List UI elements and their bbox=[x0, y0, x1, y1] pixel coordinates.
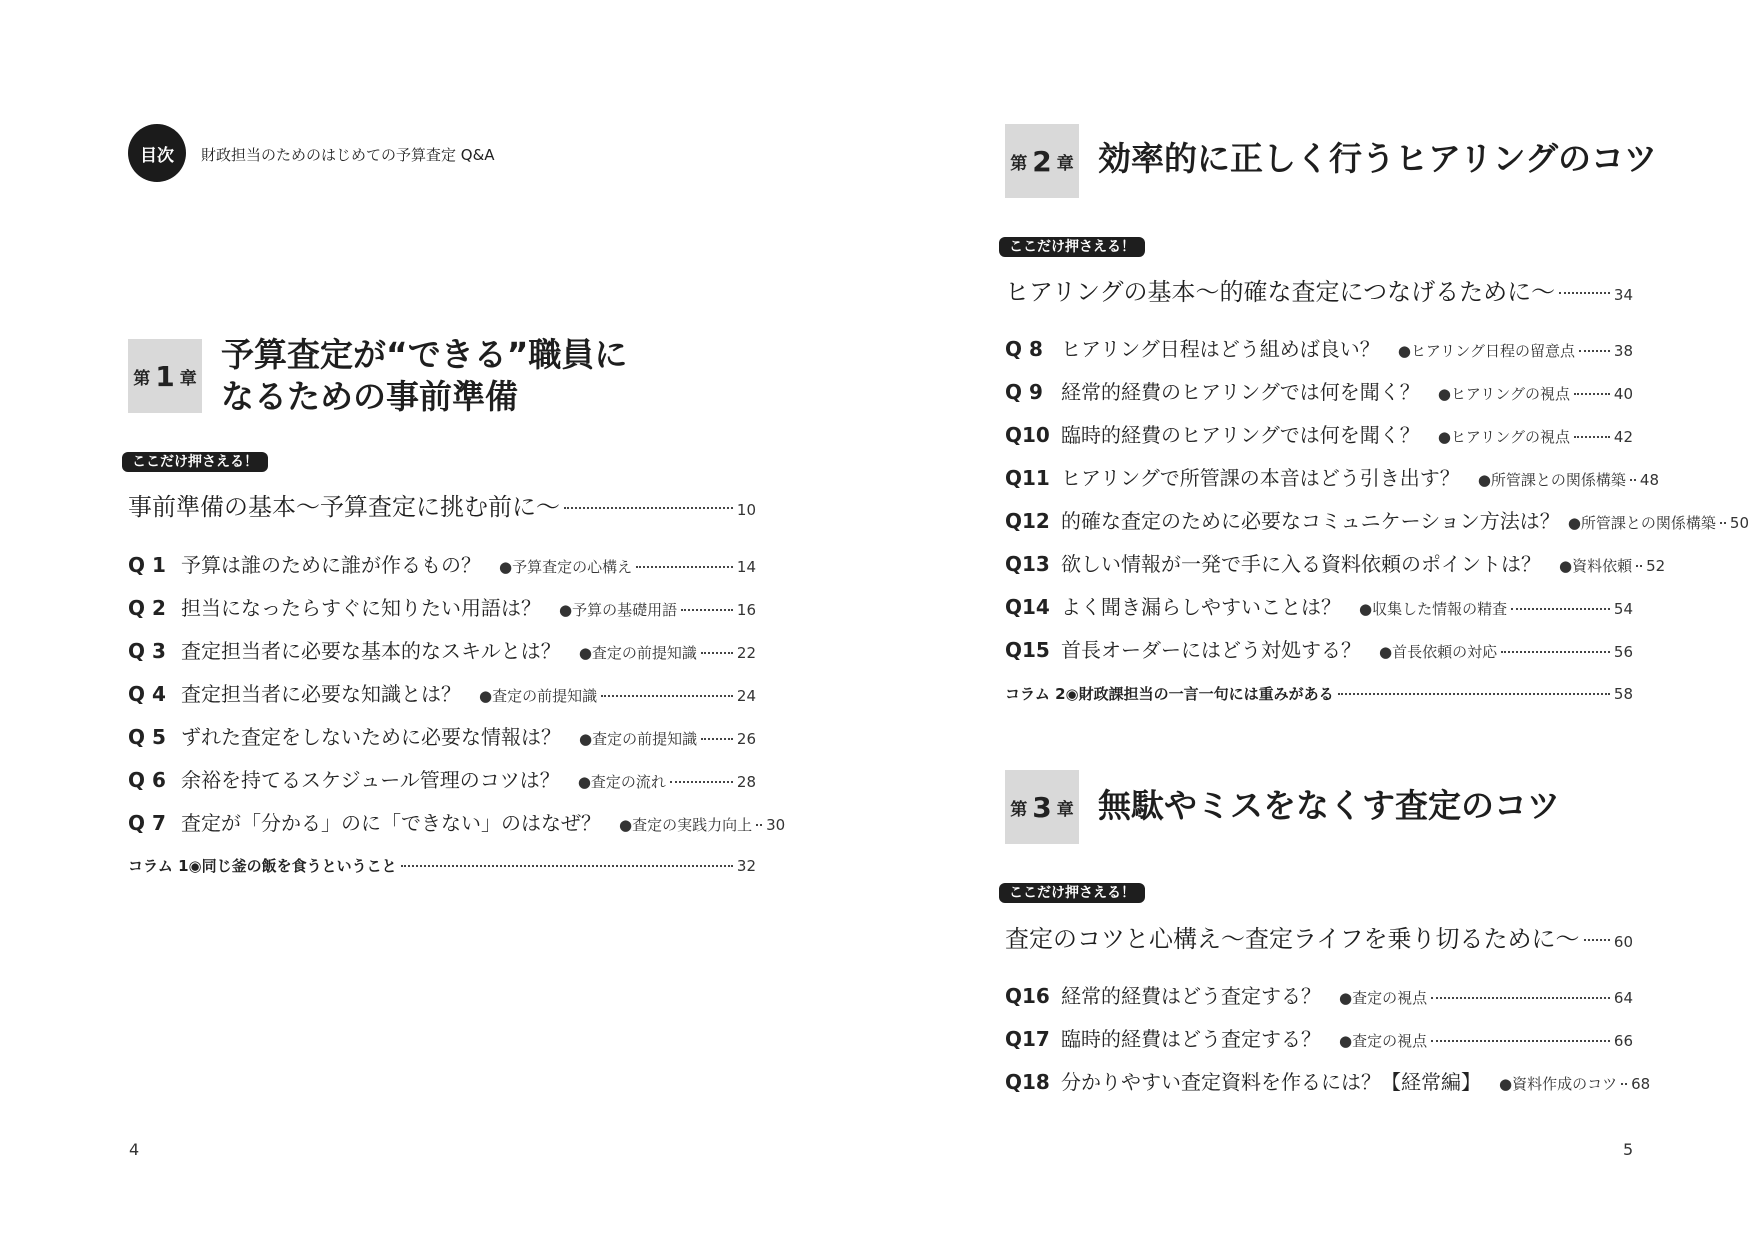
question-topic: ●資料依頼 bbox=[1559, 557, 1633, 575]
toc-question-entry[interactable] bbox=[128, 549, 756, 579]
toc-question-entry[interactable] bbox=[128, 764, 756, 794]
question-topic: ●査定の視点 bbox=[1339, 989, 1428, 1007]
question-topic: ●ヒアリング日程の留意点 bbox=[1397, 342, 1576, 360]
page-number: 56 bbox=[1613, 643, 1633, 661]
page-number: 28 bbox=[736, 773, 756, 791]
page-number: 38 bbox=[1613, 342, 1633, 360]
question-topic: ●ヒアリングの視点 bbox=[1437, 385, 1571, 403]
toc-question-entry[interactable] bbox=[1005, 980, 1633, 1010]
question-number: Q 6 bbox=[128, 768, 166, 792]
question-title: 査定担当者に必要な基本的なスキルとは？ bbox=[181, 639, 561, 663]
page-number: 14 bbox=[736, 558, 756, 576]
chapter-1-title bbox=[221, 334, 627, 418]
question-number: Q 3 bbox=[128, 639, 166, 663]
dot-leader bbox=[1431, 997, 1610, 999]
column-title: コラム 2◉財政課担当の一言一句には重みがある bbox=[1005, 685, 1334, 703]
page-number: 40 bbox=[1613, 385, 1633, 403]
left-page bbox=[0, 0, 877, 1240]
dot-leader bbox=[1501, 651, 1610, 653]
question-number: Q 4 bbox=[128, 682, 166, 706]
question-number: Q 1 bbox=[128, 553, 166, 577]
question-title: 査定が「分かる」のに「できない」のはなぜ？ bbox=[181, 811, 601, 835]
dot-leader bbox=[756, 824, 762, 826]
question-title: 欲しい情報が一発で手に入る資料依頼のポイントは？ bbox=[1061, 552, 1541, 576]
dot-leader bbox=[601, 695, 733, 697]
chapter-prefix: 第 bbox=[133, 368, 151, 389]
question-topic: ●査定の前提知識 bbox=[578, 644, 697, 662]
page-number: 54 bbox=[1613, 600, 1633, 618]
question-title: 余裕を持てるスケジュール管理のコツは？ bbox=[181, 768, 560, 792]
page-number: 66 bbox=[1613, 1032, 1633, 1050]
question-topic: ●所管課との関係構築 bbox=[1567, 514, 1716, 532]
dot-leader bbox=[1636, 565, 1642, 567]
dot-leader bbox=[1630, 479, 1636, 481]
page-number: 50 bbox=[1729, 514, 1749, 532]
dot-leader bbox=[401, 865, 733, 867]
question-title: よく聞き漏らしやすいことは？ bbox=[1061, 595, 1341, 619]
question-number: Q 5 bbox=[128, 725, 166, 749]
toc-column-entry[interactable] bbox=[128, 855, 756, 876]
right-page bbox=[877, 0, 1755, 1240]
chapter-number: 3 bbox=[1032, 790, 1052, 824]
toc-question-entry[interactable] bbox=[128, 635, 756, 665]
dot-leader bbox=[1574, 393, 1610, 395]
page-number: 42 bbox=[1613, 428, 1633, 446]
question-title: 臨時的経費のヒアリングでは何を聞く？ bbox=[1061, 423, 1420, 447]
dot-leader bbox=[1338, 693, 1610, 695]
question-topic: ●首長依頼の対応 bbox=[1379, 643, 1498, 661]
question-number: Q13 bbox=[1005, 552, 1050, 576]
chapter-suffix: 章 bbox=[1056, 799, 1074, 820]
question-title: 臨時的経費はどう査定する？ bbox=[1061, 1027, 1321, 1051]
point-label: ここだけ押さえる！ bbox=[122, 452, 268, 472]
toc-question-entry[interactable] bbox=[128, 807, 786, 837]
dot-leader bbox=[670, 781, 733, 783]
dot-leader bbox=[1621, 1083, 1627, 1085]
toc-column-entry[interactable] bbox=[1005, 683, 1633, 704]
toc-question-entry[interactable] bbox=[1005, 591, 1633, 621]
question-number: Q 7 bbox=[128, 811, 166, 835]
question-title: 首長オーダーにはどう対処する？ bbox=[1061, 638, 1361, 662]
dot-leader bbox=[1431, 1040, 1610, 1042]
toc-badge: 目次 bbox=[128, 124, 186, 182]
chapter-1-label bbox=[128, 339, 202, 413]
page-number: 48 bbox=[1639, 471, 1659, 489]
page-number: 24 bbox=[736, 687, 756, 705]
toc-question-entry[interactable] bbox=[128, 592, 756, 622]
point-label: ここだけ押さえる！ bbox=[999, 237, 1145, 257]
question-title: 的確な査定のために必要なコミュニケーション方法は？ bbox=[1061, 509, 1560, 533]
toc-question-entry[interactable] bbox=[1005, 1066, 1651, 1096]
dot-leader bbox=[1720, 522, 1726, 524]
page-number: 52 bbox=[1646, 557, 1666, 575]
question-title: ヒアリングで所管課の本音はどう引き出す？ bbox=[1061, 466, 1460, 490]
toc-question-entry[interactable] bbox=[1005, 376, 1633, 406]
toc-question-entry[interactable] bbox=[1005, 462, 1659, 492]
question-title: 予算は誰のために誰が作るもの？ bbox=[181, 553, 481, 577]
question-topic: ●査定の実践力向上 bbox=[619, 816, 753, 834]
section-title: 査定のコツと心構え～査定ライフを乗り切るために～ bbox=[1005, 925, 1580, 953]
dot-leader bbox=[1574, 436, 1610, 438]
page-number: 10 bbox=[736, 501, 756, 519]
question-topic: ●資料作成のコツ bbox=[1499, 1075, 1618, 1093]
point-label: ここだけ押さえる！ bbox=[999, 883, 1145, 903]
chapter-number: 2 bbox=[1032, 144, 1052, 178]
toc-question-entry[interactable] bbox=[1005, 1023, 1633, 1053]
toc-question-entry[interactable] bbox=[1005, 419, 1633, 449]
toc-question-entry[interactable] bbox=[1005, 634, 1633, 664]
chapter-prefix: 第 bbox=[1010, 153, 1028, 174]
question-number: Q 2 bbox=[128, 596, 166, 620]
question-title: 分かりやすい査定資料を作るには？【経常編】 bbox=[1061, 1070, 1481, 1094]
dot-leader bbox=[701, 738, 733, 740]
chapter-2-label bbox=[1005, 124, 1079, 198]
toc-question-entry[interactable] bbox=[1005, 548, 1666, 578]
toc-section-entry[interactable] bbox=[128, 487, 756, 522]
question-number: Q 8 bbox=[1005, 337, 1043, 361]
chapter-3-title: 無駄やミスをなくす査定のコツ bbox=[1098, 786, 1560, 825]
dot-leader bbox=[701, 652, 733, 654]
question-number: Q11 bbox=[1005, 466, 1050, 490]
toc-question-entry[interactable] bbox=[1005, 505, 1749, 535]
page-number: 64 bbox=[1613, 989, 1633, 1007]
page-number: 68 bbox=[1631, 1075, 1651, 1093]
question-title: 査定担当者に必要な知識とは？ bbox=[181, 682, 461, 706]
book-title: 財政担当のためのはじめての予算査定 Q&A bbox=[201, 146, 495, 164]
question-topic: ●予算の基礎用語 bbox=[559, 601, 678, 619]
question-title: ヒアリング日程はどう組めば良い？ bbox=[1061, 337, 1380, 361]
toc-question-entry[interactable] bbox=[128, 678, 756, 708]
question-number: Q12 bbox=[1005, 509, 1050, 533]
dot-leader bbox=[1579, 350, 1610, 352]
question-number: Q10 bbox=[1005, 423, 1050, 447]
question-number: Q14 bbox=[1005, 595, 1050, 619]
question-topic: ●査定の前提知識 bbox=[479, 687, 598, 705]
question-topic: ●予算査定の心構え bbox=[499, 558, 633, 576]
page-number-folio: 4 bbox=[129, 1140, 140, 1159]
chapter-2-title: 効率的に正しく行うヒアリングのコツ bbox=[1098, 139, 1658, 178]
toc-question-entry[interactable] bbox=[1005, 333, 1633, 363]
question-title: 担当になったらすぐに知りたい用語は？ bbox=[181, 596, 541, 620]
question-title: 経常的経費のヒアリングでは何を聞く？ bbox=[1061, 380, 1420, 404]
page-number: 26 bbox=[736, 730, 756, 748]
question-number: Q16 bbox=[1005, 984, 1050, 1008]
dot-leader bbox=[681, 609, 733, 611]
chapter-number: 1 bbox=[155, 359, 175, 393]
chapter-3-label bbox=[1005, 770, 1079, 844]
question-topic: ●査定の前提知識 bbox=[579, 730, 698, 748]
question-title: ずれた査定をしないために必要な情報は？ bbox=[181, 725, 561, 749]
dot-leader bbox=[636, 566, 733, 568]
question-number: Q15 bbox=[1005, 638, 1050, 662]
dot-leader bbox=[1511, 608, 1610, 610]
page-number: 60 bbox=[1613, 933, 1633, 951]
toc-section-entry[interactable] bbox=[1005, 919, 1633, 954]
toc-section-entry[interactable] bbox=[1005, 272, 1633, 307]
question-number: Q18 bbox=[1005, 1070, 1050, 1094]
page-number-folio: 5 bbox=[1623, 1140, 1634, 1159]
dot-leader bbox=[1584, 939, 1610, 941]
toc-question-entry[interactable] bbox=[128, 721, 756, 751]
dot-leader bbox=[1559, 292, 1610, 294]
question-topic: ●査定の流れ bbox=[577, 773, 666, 791]
question-topic: ●収集した情報の精査 bbox=[1359, 600, 1508, 618]
question-title: 経常的経費はどう査定する？ bbox=[1061, 984, 1321, 1008]
page-number: 16 bbox=[736, 601, 756, 619]
page-number: 32 bbox=[736, 857, 756, 875]
chapter-title-line: なるための事前準備 bbox=[221, 377, 518, 416]
page-number: 34 bbox=[1613, 286, 1633, 304]
chapter-prefix: 第 bbox=[1010, 799, 1028, 820]
question-topic: ●所管課との関係構築 bbox=[1477, 471, 1626, 489]
chapter-suffix: 章 bbox=[1056, 153, 1074, 174]
section-title: ヒアリングの基本～的確な査定につなげるために～ bbox=[1005, 278, 1556, 306]
question-number: Q17 bbox=[1005, 1027, 1050, 1051]
dot-leader bbox=[564, 507, 733, 509]
chapter-suffix: 章 bbox=[179, 368, 197, 389]
question-number: Q 9 bbox=[1005, 380, 1043, 404]
page-number: 22 bbox=[736, 644, 756, 662]
chapter-title-line: 予算査定が“できる”職員に bbox=[221, 335, 628, 374]
question-topic: ●査定の視点 bbox=[1339, 1032, 1428, 1050]
question-topic: ●ヒアリングの視点 bbox=[1437, 428, 1571, 446]
section-title: 事前準備の基本～予算査定に挑む前に～ bbox=[128, 493, 560, 521]
page-number: 30 bbox=[766, 816, 786, 834]
column-title: コラム 1◉同じ釜の飯を食うということ bbox=[128, 857, 397, 875]
page-number: 58 bbox=[1613, 685, 1633, 703]
